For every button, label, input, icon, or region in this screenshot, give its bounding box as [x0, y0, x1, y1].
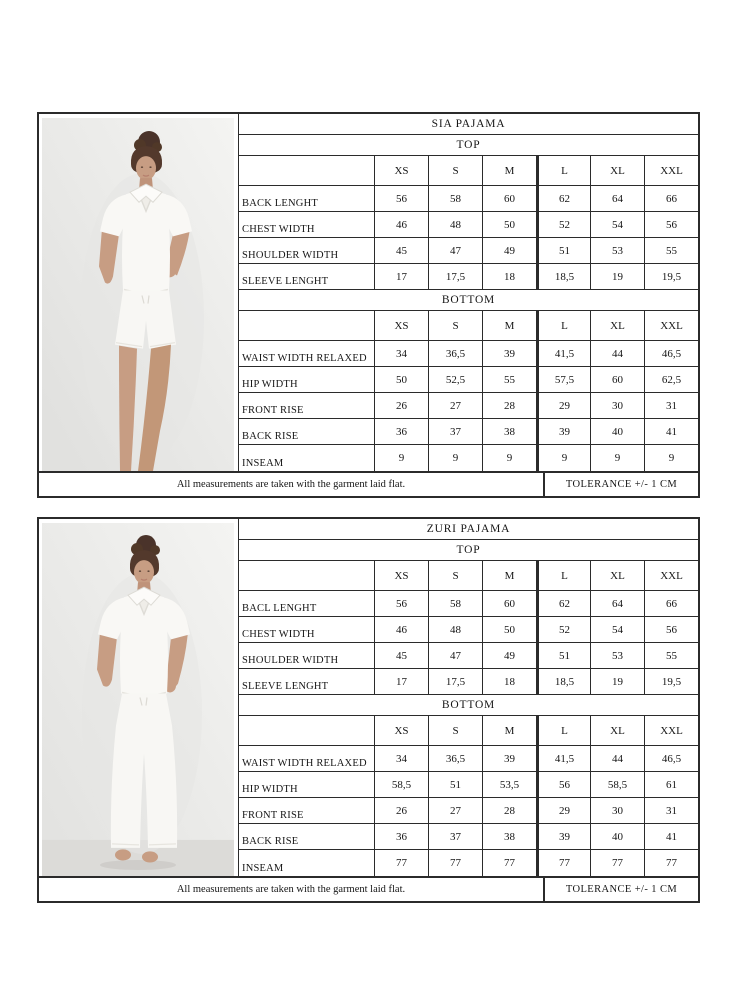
value-cell: 62 [536, 186, 590, 211]
value-cell: 31 [644, 393, 698, 418]
value-cell: 17 [374, 669, 428, 694]
value-cell: 30 [590, 798, 644, 823]
value-cell: 46 [374, 212, 428, 237]
table-row [239, 617, 698, 643]
size-col-l: L [536, 716, 590, 745]
row-label: BACK LENGHT [242, 198, 318, 209]
value-cell: 60 [482, 186, 536, 211]
value-cell: 58,5 [374, 772, 428, 797]
value-cell: 66 [644, 591, 698, 616]
value-cell: 56 [644, 617, 698, 642]
row-label: FRONT RISE [242, 810, 304, 821]
row-label: HIP WIDTH [242, 784, 298, 795]
value-cell: 39 [536, 824, 590, 849]
floor-shadow [100, 860, 176, 870]
value-cell: 52 [536, 617, 590, 642]
value-cell: 58 [428, 591, 482, 616]
size-col-m: M [482, 561, 536, 590]
size-chart-zuri-pajama [37, 517, 700, 903]
table-row [239, 393, 698, 419]
value-cell: 17,5 [428, 264, 482, 289]
row-label: SHOULDER WIDTH [242, 655, 339, 666]
value-cell: 40 [590, 824, 644, 849]
value-cell: 57,5 [536, 367, 590, 392]
size-col-m: M [482, 716, 536, 745]
value-cell: 38 [482, 419, 536, 444]
table-row [239, 212, 698, 238]
tolerance-note: TOLERANCE +/- 1 CM [565, 884, 678, 895]
value-cell: 48 [428, 617, 482, 642]
size-col-l: L [536, 156, 590, 185]
value-cell: 58 [428, 186, 482, 211]
value-cell: 9 [482, 445, 536, 471]
table-footer [39, 876, 698, 901]
value-cell: 51 [536, 238, 590, 263]
value-cell: 52,5 [428, 367, 482, 392]
value-cell: 41,5 [536, 746, 590, 771]
sia-measurement-table [239, 114, 698, 471]
value-cell: 36 [374, 824, 428, 849]
value-cell: 56 [374, 186, 428, 211]
table-row [239, 746, 698, 772]
row-label: CHEST WIDTH [242, 629, 315, 640]
value-cell: 53 [590, 238, 644, 263]
value-cell: 9 [644, 445, 698, 471]
value-cell: 27 [428, 798, 482, 823]
value-cell: 38 [482, 824, 536, 849]
size-header-row [239, 561, 698, 591]
value-cell: 17 [374, 264, 428, 289]
value-cell: 51 [428, 772, 482, 797]
value-cell: 60 [482, 591, 536, 616]
table-row [239, 643, 698, 669]
empty-corner-cell [239, 311, 374, 340]
size-col-s: S [428, 716, 482, 745]
value-cell: 18 [482, 669, 536, 694]
sia-product-photo-cell [39, 114, 239, 471]
value-cell: 17,5 [428, 669, 482, 694]
measurement-note: All measurements are taken with the garment laid flat. [39, 473, 545, 496]
value-cell: 49 [482, 238, 536, 263]
empty-corner-cell [239, 156, 374, 185]
value-cell: 56 [374, 591, 428, 616]
size-col-xs: XS [374, 716, 428, 745]
value-cell: 19,5 [644, 669, 698, 694]
value-cell: 54 [590, 212, 644, 237]
value-cell: 28 [482, 393, 536, 418]
value-cell: 39 [482, 746, 536, 771]
value-cell: 18 [482, 264, 536, 289]
zuri-measurement-table [239, 519, 698, 876]
value-cell: 9 [536, 445, 590, 471]
size-col-xs: XS [374, 561, 428, 590]
value-cell: 53 [590, 643, 644, 668]
value-cell: 44 [590, 341, 644, 366]
table-row [239, 669, 698, 695]
row-label: HIP WIDTH [242, 379, 298, 390]
size-chart-sia-pajama [37, 112, 700, 498]
row-label: BACK RISE [242, 836, 299, 847]
value-cell: 53,5 [482, 772, 536, 797]
value-cell: 61 [644, 772, 698, 797]
value-cell: 39 [536, 419, 590, 444]
value-cell: 47 [428, 238, 482, 263]
value-cell: 77 [644, 850, 698, 876]
table-row [239, 341, 698, 367]
value-cell: 55 [644, 643, 698, 668]
value-cell: 62,5 [644, 367, 698, 392]
size-col-xxl: XXL [644, 561, 698, 590]
value-cell: 40 [590, 419, 644, 444]
size-col-xs: XS [374, 156, 428, 185]
value-cell: 46 [374, 617, 428, 642]
table-row [239, 367, 698, 393]
value-cell: 36 [374, 419, 428, 444]
size-col-s: S [428, 561, 482, 590]
table-footer [39, 471, 698, 496]
value-cell: 46,5 [644, 341, 698, 366]
value-cell: 37 [428, 824, 482, 849]
value-cell: 50 [482, 212, 536, 237]
size-col-xl: XL [590, 156, 644, 185]
table-row [239, 850, 698, 876]
value-cell: 39 [482, 341, 536, 366]
value-cell: 66 [644, 186, 698, 211]
value-cell: 29 [536, 798, 590, 823]
value-cell: 34 [374, 746, 428, 771]
size-col-xxl: XXL [644, 156, 698, 185]
size-col-m: M [482, 156, 536, 185]
row-label: WAIST WIDTH RELAXED [242, 758, 367, 769]
empty-corner-cell [239, 716, 374, 745]
value-cell: 27 [428, 393, 482, 418]
row-label: SHOULDER WIDTH [242, 250, 339, 261]
value-cell: 55 [482, 367, 536, 392]
value-cell: 41 [644, 419, 698, 444]
table-row [239, 445, 698, 471]
value-cell: 50 [374, 367, 428, 392]
value-cell: 36,5 [428, 341, 482, 366]
value-cell: 37 [428, 419, 482, 444]
sia-product-photo [42, 118, 234, 471]
row-label: SLEEVE LENGHT [242, 276, 329, 287]
value-cell: 26 [374, 393, 428, 418]
value-cell: 54 [590, 617, 644, 642]
size-col-l: L [536, 311, 590, 340]
row-label: BACK RISE [242, 431, 299, 442]
value-cell: 9 [374, 445, 428, 471]
size-header-row [239, 156, 698, 186]
size-col-m: M [482, 311, 536, 340]
value-cell: 44 [590, 746, 644, 771]
row-label: CHEST WIDTH [242, 224, 315, 235]
value-cell: 55 [644, 238, 698, 263]
table-row [239, 824, 698, 850]
value-cell: 41,5 [536, 341, 590, 366]
value-cell: 77 [428, 850, 482, 876]
value-cell: 29 [536, 393, 590, 418]
value-cell: 34 [374, 341, 428, 366]
value-cell: 45 [374, 643, 428, 668]
size-col-s: S [428, 156, 482, 185]
value-cell: 36,5 [428, 746, 482, 771]
value-cell: 77 [482, 850, 536, 876]
row-label: FRONT RISE [242, 405, 304, 416]
value-cell: 64 [590, 591, 644, 616]
value-cell: 30 [590, 393, 644, 418]
section-title-top: TOP [456, 544, 481, 556]
size-col-xxl: XXL [644, 716, 698, 745]
value-cell: 62 [536, 591, 590, 616]
value-cell: 19,5 [644, 264, 698, 289]
size-header-row [239, 311, 698, 341]
size-col-xs: XS [374, 311, 428, 340]
measurement-note: All measurements are taken with the garment laid flat. [39, 878, 545, 901]
value-cell: 56 [536, 772, 590, 797]
size-col-xl: XL [590, 311, 644, 340]
value-cell: 64 [590, 186, 644, 211]
value-cell: 48 [428, 212, 482, 237]
zuri-product-photo-cell [39, 519, 239, 876]
table-row [239, 186, 698, 212]
table-title: SIA PAJAMA [431, 118, 506, 130]
value-cell: 18,5 [536, 264, 590, 289]
row-label: SLEEVE LENGHT [242, 681, 329, 692]
section-title-top: TOP [456, 139, 481, 151]
empty-corner-cell [239, 561, 374, 590]
size-col-s: S [428, 311, 482, 340]
value-cell: 58,5 [590, 772, 644, 797]
value-cell: 19 [590, 669, 644, 694]
section-title-bottom: BOTTOM [441, 699, 496, 711]
value-cell: 41 [644, 824, 698, 849]
size-col-xxl: XXL [644, 311, 698, 340]
value-cell: 18,5 [536, 669, 590, 694]
table-title: ZURI PAJAMA [426, 523, 511, 535]
value-cell: 77 [536, 850, 590, 876]
section-title-bottom: BOTTOM [441, 294, 496, 306]
table-row [239, 264, 698, 290]
tolerance-note: TOLERANCE +/- 1 CM [565, 479, 678, 490]
zuri-product-photo [42, 523, 234, 876]
value-cell: 49 [482, 643, 536, 668]
table-row [239, 419, 698, 445]
sia-table-main [39, 114, 698, 471]
zuri-table-main [39, 519, 698, 876]
value-cell: 9 [428, 445, 482, 471]
value-cell: 45 [374, 238, 428, 263]
table-row [239, 798, 698, 824]
value-cell: 50 [482, 617, 536, 642]
row-label: INSEAM [242, 863, 284, 874]
value-cell: 77 [590, 850, 644, 876]
size-col-xl: XL [590, 716, 644, 745]
table-row [239, 772, 698, 798]
size-col-l: L [536, 561, 590, 590]
value-cell: 19 [590, 264, 644, 289]
row-label: BACL LENGHT [242, 603, 317, 614]
size-col-xl: XL [590, 561, 644, 590]
value-cell: 26 [374, 798, 428, 823]
row-label: WAIST WIDTH RELAXED [242, 353, 367, 364]
value-cell: 47 [428, 643, 482, 668]
value-cell: 77 [374, 850, 428, 876]
value-cell: 31 [644, 798, 698, 823]
value-cell: 46,5 [644, 746, 698, 771]
value-cell: 60 [590, 367, 644, 392]
value-cell: 56 [644, 212, 698, 237]
table-row [239, 591, 698, 617]
row-label: INSEAM [242, 458, 284, 469]
value-cell: 9 [590, 445, 644, 471]
size-header-row [239, 716, 698, 746]
table-row [239, 238, 698, 264]
value-cell: 52 [536, 212, 590, 237]
value-cell: 51 [536, 643, 590, 668]
value-cell: 28 [482, 798, 536, 823]
